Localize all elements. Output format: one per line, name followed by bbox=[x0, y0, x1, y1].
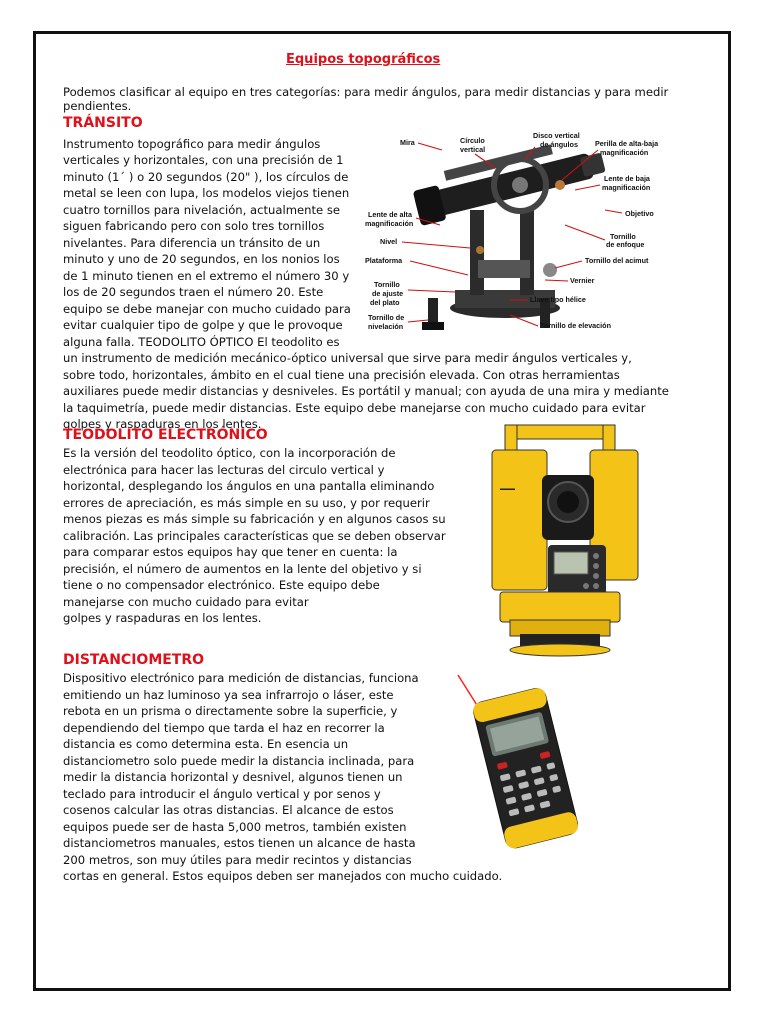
text-line: los de 20 segundos traen el número 20. Este bbox=[63, 285, 324, 299]
svg-text:nivelación: nivelación bbox=[368, 322, 404, 331]
text-line: minuto y uno de 20 segundos, en los nonios los bbox=[63, 252, 340, 266]
page-title: Equipos topográficos bbox=[286, 52, 441, 67]
svg-text:de enfoque: de enfoque bbox=[606, 240, 645, 249]
svg-text:magnificación: magnificación bbox=[365, 219, 414, 228]
text-line: rebota en un prisma o directamente sobre la superficie, y bbox=[63, 704, 398, 718]
svg-text:magnificación: magnificación bbox=[600, 148, 649, 157]
intro-line: pendientes. bbox=[63, 99, 132, 113]
text-line: electrónica para hacer las lecturas del circulo vertical y bbox=[63, 462, 385, 477]
text-line: cosenos calcular las otras distancias. El alcance de estos bbox=[63, 803, 394, 817]
label-acimut: Tornillo del acimut bbox=[585, 256, 649, 265]
label-nivelacion: Tornillo de bbox=[368, 313, 405, 322]
distance-meter-image bbox=[450, 670, 610, 850]
text-line: errores de apreciación, es más simple en su uso, y por requerir bbox=[63, 495, 430, 510]
svg-text:vertical: vertical bbox=[460, 145, 486, 154]
distanciometro-heading: DISTANCIOMETRO bbox=[63, 652, 205, 668]
text-line: precisión, el número de aumentos en la lente del objetivo y si bbox=[63, 561, 422, 576]
intro-line: Podemos clasificar al equipo en tres categorías: para medir ángulos, para medir distancias y para medir bbox=[63, 85, 669, 99]
text-line: teclado para introducir el ángulo vertical y por senos y bbox=[63, 786, 381, 801]
text-line: golpes y raspaduras en los lentes. bbox=[63, 417, 262, 431]
transito-heading: TRÁNSITO bbox=[63, 115, 143, 131]
text-line: distancia es como determina esta. En esencia un bbox=[63, 737, 349, 751]
svg-text:magnificación: magnificación bbox=[602, 183, 651, 192]
svg-text:de ángulos: de ángulos bbox=[540, 140, 578, 149]
label-nivel: Nivel bbox=[380, 237, 398, 246]
text-line: dependiendo del tiempo que tarda el haz en recorrer la bbox=[63, 720, 385, 735]
text-line: cortas en general. Estos equipos deben ser manejados con mucho cuidado. bbox=[63, 869, 503, 883]
label-disco: Disco vertical bbox=[533, 131, 580, 140]
label-objetivo: Objetivo bbox=[625, 209, 654, 218]
theodolite-image bbox=[470, 420, 660, 660]
text-line: sobre todo, horizontales, ámbito en el cual tiene una precisión elevada. Con otras herramientas bbox=[63, 367, 620, 382]
label-vernier: Vernier bbox=[570, 276, 595, 285]
label-plataforma: Plataforma bbox=[365, 256, 403, 265]
text-line: menos piezas es más simple su fabricación y en algunos casos su bbox=[63, 512, 446, 526]
label-elevacion: Tornillo de elevación bbox=[540, 321, 611, 330]
text-line: un instrumento de medición mecánico-óptico universal que sirve para medir ángulos verticales y, bbox=[63, 351, 632, 365]
text-line: distanciometro solo puede medir la distancia inclinada, para bbox=[63, 753, 415, 768]
text-line: equipo se debe manejar con mucho cuidado para bbox=[63, 301, 351, 316]
text-line: tiene o no compensador electrónico. Este equipo debe bbox=[63, 578, 380, 592]
text-line: cuatro tornillos para nivelación, actualmente se bbox=[63, 202, 341, 217]
text-line: evitar cualquier tipo de golpe y que le provoque bbox=[63, 318, 343, 332]
svg-text:del plato: del plato bbox=[370, 298, 400, 307]
text-line: distanciometros manuales, estos tienen un alcance de hasta bbox=[63, 836, 416, 850]
label-mira: Mira bbox=[400, 138, 415, 147]
text-line: la taquimetría, puede medir distancias. Este equipo debe manejarse con mucho cuidado para evitar bbox=[63, 400, 646, 415]
text-line: de 1 minuto tienen en el extremo el número 30 y bbox=[63, 268, 350, 283]
text-line: calibración. Las principales características que se deben observar bbox=[63, 528, 446, 543]
text-line: Dispositivo electrónico para medición de distancias, funciona bbox=[63, 671, 419, 685]
text-line: auxiliares puede medir distancias y desniveles. Es portátil y manual; con ayuda de una mira y mediante bbox=[63, 384, 669, 398]
text-line: Instrumento topográfico para medir ángulos bbox=[63, 137, 321, 151]
text-line: equipos puede ser de hasta 5,000 metros, también existen bbox=[63, 819, 407, 834]
text-line: alguna falla. TEODOLITO ÓPTICO El teodolito es bbox=[63, 334, 340, 349]
label-tornillo-enfoque: Tornillo bbox=[610, 232, 636, 241]
text-line: 200 metros, son muy útiles para medir recintos y distancias bbox=[63, 852, 412, 867]
text-line: Es la versión del teodolito óptico, con la incorporación de bbox=[63, 446, 396, 460]
text-line: manejarse con mucho cuidado para evitar bbox=[63, 594, 309, 609]
transit-image bbox=[360, 130, 660, 335]
label-ajuste: Tornillo bbox=[374, 280, 400, 289]
text-line: siguen fabricando pero con solo tres tornillos bbox=[63, 219, 325, 233]
label-lente-baja: Lente de baja bbox=[604, 174, 650, 183]
text-line: nivelantes. Para diferencia un tránsito de un bbox=[63, 235, 321, 250]
text-line: minuto (1´ ) o 20 segundos (20" ), los círculos de bbox=[63, 169, 349, 184]
text-line: emitiendo un haz luminoso ya sea infrarrojo o láser, este bbox=[63, 687, 394, 702]
teodolito-heading: TEODOLITO ELECTRÓNICO bbox=[63, 427, 268, 443]
label-circulo: Círculo bbox=[460, 136, 485, 145]
text-line: golpes y raspaduras en los lentes. bbox=[63, 611, 262, 625]
label-perilla: Perilla de alta-baja bbox=[595, 139, 659, 148]
text-line: horizontal, desplegando los ángulos en una pantalla eliminando bbox=[63, 479, 435, 493]
svg-text:▬▬▬: ▬▬▬ bbox=[500, 486, 515, 492]
text-line: verticales y horizontales, con una precisión de 1 bbox=[63, 153, 344, 167]
text-line: para comparar estos equipos hay que tener en cuenta: la bbox=[63, 545, 398, 559]
label-lente-alta: Lente de alta bbox=[368, 210, 412, 219]
svg-text:de ajuste: de ajuste bbox=[372, 289, 404, 298]
label-llave: Llave tipo hélice bbox=[530, 295, 586, 304]
text-line: medir la distancia horizontal y desnivel, algunos tienen un bbox=[63, 770, 403, 784]
text-line: metal se leen con lupa, los modelos viejos tienen bbox=[63, 186, 350, 200]
